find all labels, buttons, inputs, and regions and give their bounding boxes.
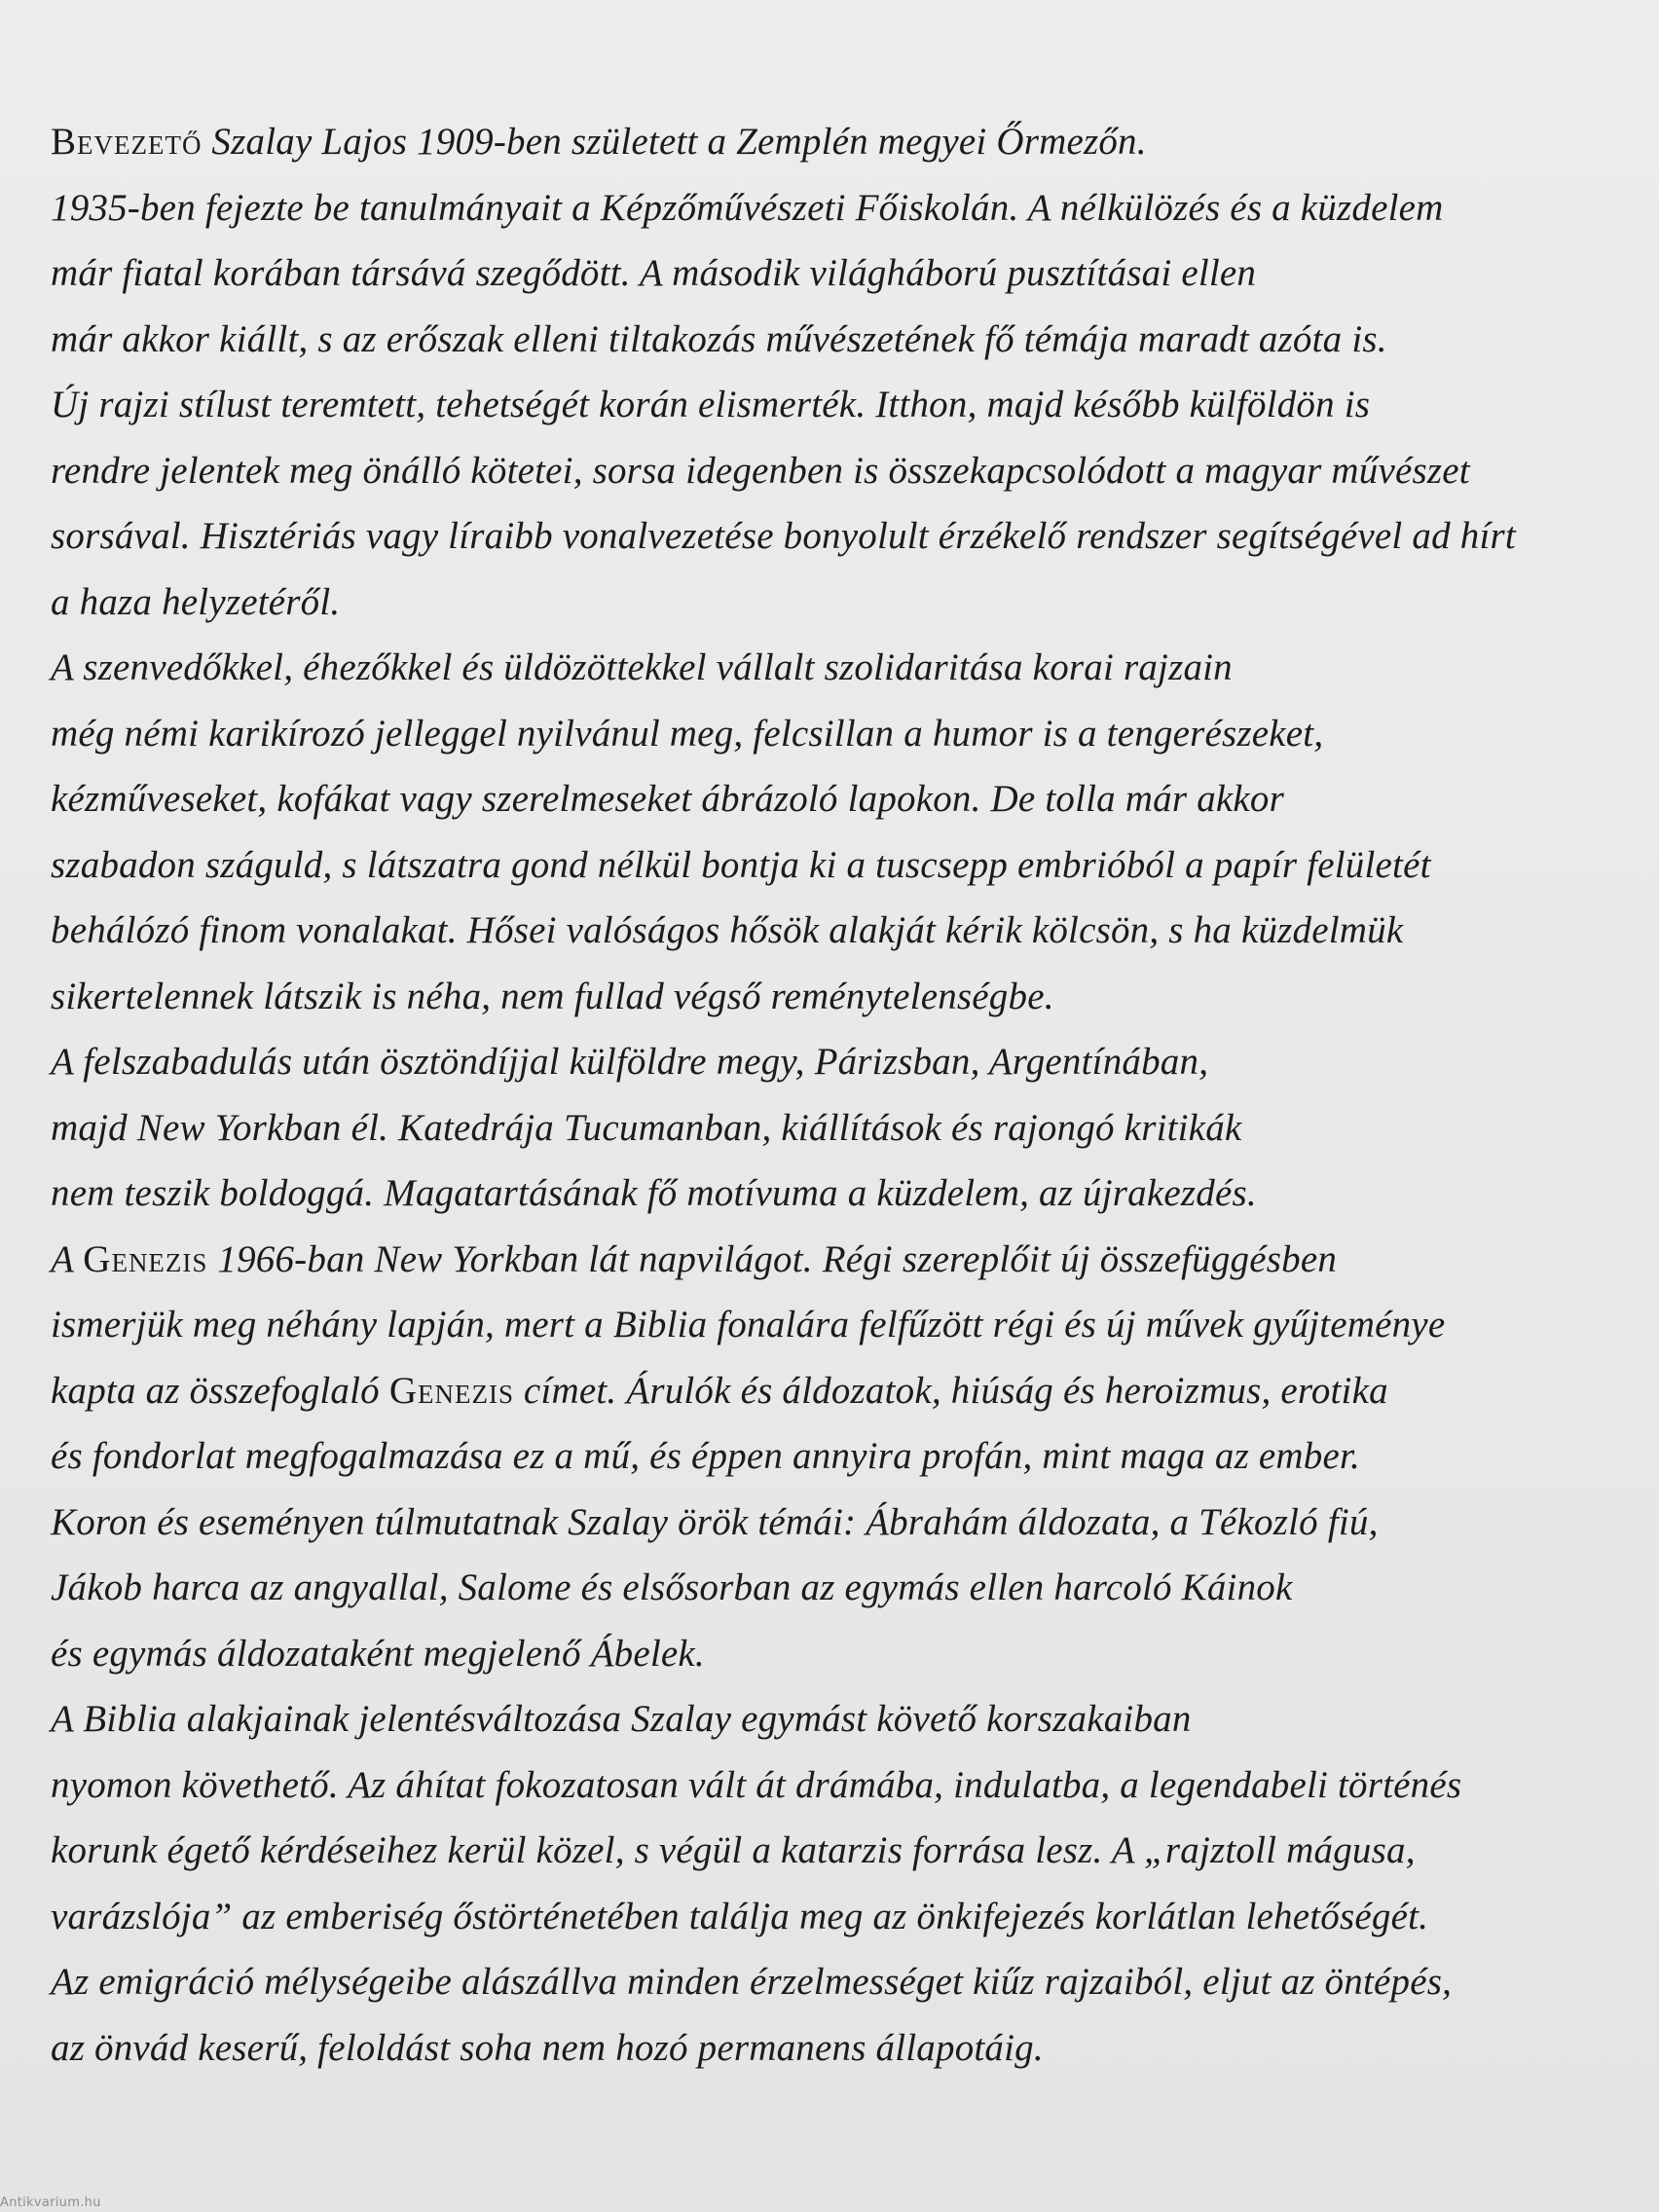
text-line: [51, 1490, 1628, 1556]
text-segment: behálózó finom vonalakat. Hősei valóságos hősök alakját kérik kölcsön, s ha küzdelmük: [51, 909, 1404, 951]
text-line: [51, 832, 1628, 899]
text-segment: Jákob harca az angyallal, Salome és elsősorban az egymás ellen harcoló Káinok: [51, 1567, 1293, 1608]
text-segment: 1966-ban New Yorkban lát napvilágot. Régi szereplőit új összefüggésben: [207, 1237, 1338, 1280]
text-line: [51, 109, 1628, 175]
text-segment: a haza helyzetéről.: [51, 580, 341, 623]
smallcaps-word: Genezis: [83, 1237, 208, 1280]
text-segment: már fiatal korában társává szegődött. A második világháború pusztításai ellen: [51, 252, 1257, 294]
text-line: [51, 1292, 1628, 1358]
text-segment: Szalay Lajos 1909-ben született a Zemplén megyei Őrmezőn.: [202, 121, 1147, 163]
watermark: Antikvarium.hu: [0, 2195, 101, 2210]
text-segment: A: [51, 1237, 84, 1280]
text-line: [51, 503, 1628, 570]
text-segment: korunk égető kérdéseihez kerül közel, s végül a katarzis forrása lesz. A „rajztoll mágusa,: [51, 1829, 1416, 1871]
text-line: [51, 2015, 1628, 2082]
text-segment: az önvád keserű, feloldást soha nem hozó permanens állapotáig.: [51, 2026, 1044, 2069]
text-segment: A szenvedőkkel, éhezőkkel és üldözöttekkel vállalt szolidaritása korai rajzain: [51, 646, 1233, 688]
text-segment: kézműveseket, kofákat vagy szerelmeseket ábrázoló lapokon. De tolla már akkor: [51, 778, 1284, 820]
text-line: [51, 964, 1628, 1030]
text-segment: kapta az összefoglaló: [51, 1369, 389, 1412]
text-segment: még némi karikírozó jelleggel nyilvánul meg, felcsillan a humor is a tengerészeket,: [51, 712, 1324, 755]
text-line: [51, 1227, 1628, 1293]
text-segment: Új rajzi stílust teremtett, tehetségét korán elismerték. Itthon, majd később külföldön is: [51, 384, 1371, 425]
text-line: [51, 240, 1628, 307]
text-segment: Koron és eseményen túlmutatnak Szalay örök témái: Ábrahám áldozata, a Tékozló fiú,: [51, 1500, 1379, 1543]
text-segment: 1935-ben fejezte be tanulmányait a Képzőművészeti Főiskolán. A nélkülözés és a küzdelem: [51, 186, 1444, 229]
text-segment: Az emigráció mélységeibe alászállva minden érzelmességet kiűz rajzaiból, eljut az öntépés,: [51, 1961, 1453, 2003]
text-line: [51, 1029, 1628, 1095]
text-line: [51, 570, 1628, 636]
text-line: [51, 307, 1628, 373]
text-segment: varázslója” az emberiség őstörténetében találja meg az önkifejezés korlátlan lehetőségét.: [51, 1895, 1429, 1937]
text-segment: nyomon követhető. Az áhítat fokozatosan vált át drámába, indulatba, a legendabeli történés: [51, 1763, 1462, 1806]
text-segment: már akkor kiállt, s az erőszak elleni tiltakozás művészetének fő témája maradt azóta is.: [51, 317, 1387, 360]
text-segment: és fondorlat megfogalmazása ez a mű, és éppen annyira profán, mint maga az ember.: [51, 1435, 1360, 1477]
text-line: [51, 1161, 1628, 1227]
text-segment: nem teszik boldoggá. Magatartásának fő motívuma a küzdelem, az újrakezdés.: [51, 1172, 1257, 1214]
text-line: [51, 1949, 1628, 2015]
text-segment: majd New Yorkban él. Katedrája Tucumanban, kiállítások és rajongó kritikák: [51, 1106, 1242, 1149]
text-line: [51, 1884, 1628, 1950]
text-line: [51, 1555, 1628, 1621]
introduction-text: [51, 109, 1628, 2081]
text-line: [51, 1423, 1628, 1490]
text-segment: sorsával. Hisztériás vagy líraibb vonalvezetése bonyolult érzékelő rendszer segítségével ad hírt: [51, 515, 1516, 557]
smallcaps-word: Genezis: [388, 1369, 514, 1412]
smallcaps-word: Bevezető: [51, 121, 203, 163]
text-line: [51, 175, 1628, 241]
text-segment: szabadon száguld, s látszatra gond nélkül bontja ki a tuscsepp embrióból a papír felületét: [51, 843, 1431, 886]
text-line: [51, 438, 1628, 504]
text-line: [51, 635, 1628, 701]
text-line: [51, 766, 1628, 832]
text-segment: sikertelennek látszik is néha, nem fullad végső reménytelenségbe.: [51, 975, 1054, 1017]
text-segment: rendre jelentek meg önálló kötetei, sorsa idegenben is összekapcsolódott a magyar művészet: [51, 449, 1470, 492]
text-line: [51, 1686, 1628, 1752]
text-line: [51, 372, 1628, 438]
text-segment: és egymás áldozataként megjelenő Ábelek.: [51, 1632, 705, 1675]
text-line: [51, 701, 1628, 767]
text-line: [51, 1752, 1628, 1819]
text-segment: A felszabadulás után ösztöndíjjal külföldre megy, Párizsban, Argentínában,: [51, 1041, 1209, 1083]
text-segment: címet. Árulók és áldozatok, hiúság és heroizmus, erotika: [513, 1369, 1388, 1412]
text-line: [51, 1358, 1628, 1424]
text-line: [51, 1818, 1628, 1884]
text-line: [51, 898, 1628, 964]
text-line: [51, 1095, 1628, 1161]
text-segment: ismerjük meg néhány lapján, mert a Biblia fonalára felfűzött régi és új művek gyűjteménye: [51, 1304, 1446, 1346]
text-line: [51, 1621, 1628, 1687]
text-segment: A Biblia alakjainak jelentésváltozása Szalay egymást követő korszakaiban: [51, 1698, 1192, 1740]
